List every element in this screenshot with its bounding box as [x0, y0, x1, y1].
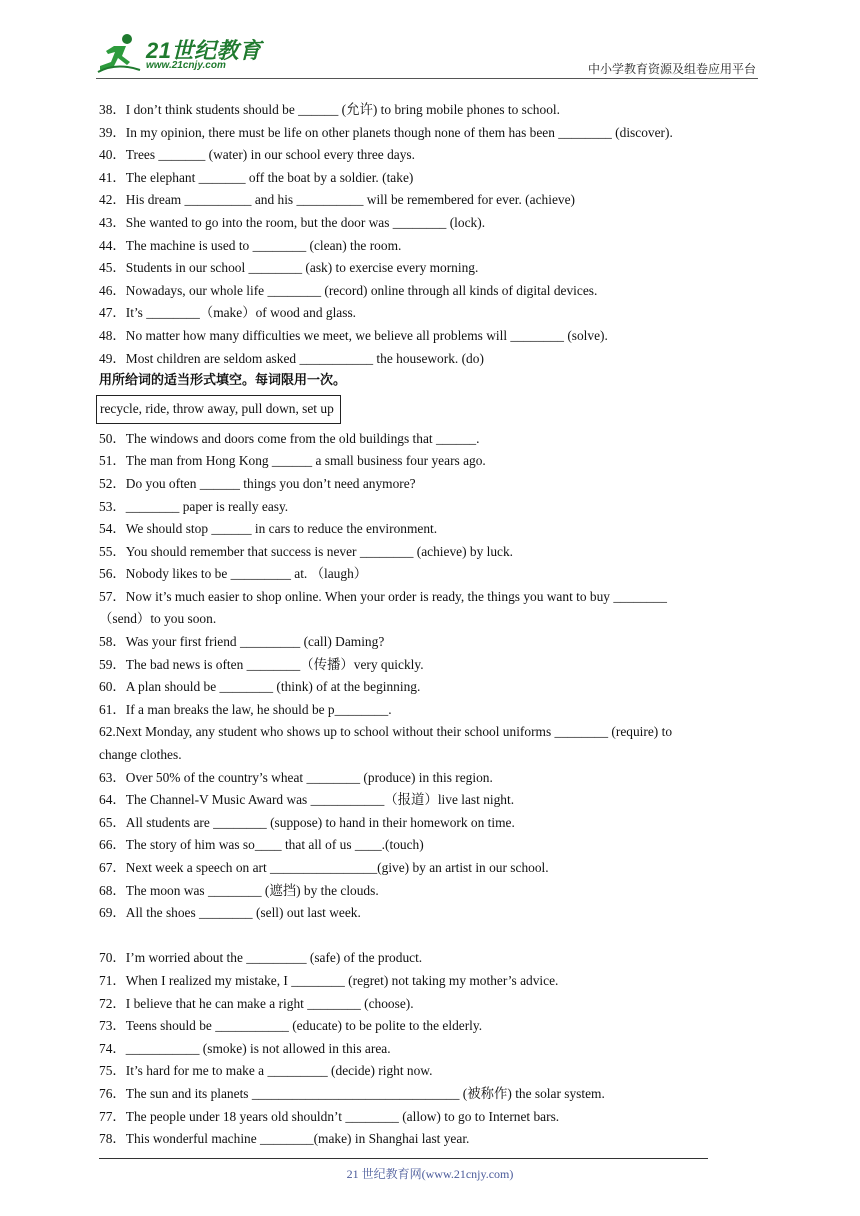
question-item: [99, 767, 769, 790]
question-item: [99, 541, 769, 564]
question-item: [99, 857, 769, 880]
question-number: 43．: [99, 214, 126, 230]
question-text: You should remember that success is never ________ (achieve) by luck.: [125, 543, 514, 559]
question-text: The people under 18 years old shouldn’t ________ (allow) to go to Internet bars.: [125, 1108, 560, 1124]
question-number: 44．: [99, 237, 126, 253]
question-number: 53．: [99, 498, 126, 514]
question-list-c: [99, 947, 769, 1150]
question-item: [99, 518, 769, 541]
question-number: 51．: [99, 453, 126, 469]
question-item: [99, 280, 769, 303]
question-item: [99, 1015, 769, 1038]
question-item: [99, 586, 769, 609]
question-text: No matter how many difficulties we meet, we believe all problems will ________ (solve).: [125, 327, 608, 343]
question-number: 70．: [99, 950, 126, 966]
question-item: [99, 563, 769, 586]
question-text: ________ paper is really easy.: [125, 498, 289, 514]
question-continuation: （send）to you soon.: [99, 611, 217, 627]
question-number: 47．: [99, 305, 126, 321]
question-continuation: change clothes.: [99, 747, 182, 763]
question-item: [99, 122, 769, 145]
question-item: [99, 1128, 769, 1151]
question-number: 39．: [99, 124, 126, 140]
question-number: 48．: [99, 327, 126, 343]
question-text: The sun and its planets _______________________________ (被称作) the solar system.: [125, 1085, 605, 1101]
question-text: The windows and doors come from the old buildings that ______.: [125, 430, 480, 446]
question-item: [99, 721, 769, 744]
question-item: [99, 212, 769, 235]
question-number: 52．: [99, 475, 126, 491]
question-number: 75．: [99, 1063, 126, 1079]
footer-source: 21 世纪教育网(www.21cnjy.com): [346, 1167, 514, 1181]
question-item: [99, 880, 769, 903]
question-number: 77．: [99, 1108, 126, 1124]
question-item: [99, 1083, 769, 1106]
question-number: 58．: [99, 634, 126, 650]
question-text: ___________ (smoke) is not allowed in this area.: [125, 1040, 391, 1056]
question-number: 68．: [99, 882, 126, 898]
question-number: 49．: [99, 350, 126, 366]
question-text: The machine is used to ________ (clean) the room.: [125, 237, 402, 253]
question-text: The bad news is often ________（传播）very quickly.: [125, 656, 424, 672]
question-item: [99, 496, 769, 519]
question-number: 73．: [99, 1018, 126, 1034]
question-item: [99, 789, 769, 812]
question-number: 78．: [99, 1131, 126, 1147]
question-text: Now it’s much easier to shop online. When your order is ready, the things you want to buy ________: [125, 588, 667, 604]
question-number: 54．: [99, 521, 126, 537]
runner-logo-icon: [96, 32, 144, 76]
question-number: 57．: [99, 588, 126, 604]
question-text: Students in our school ________ (ask) to exercise every morning.: [125, 260, 479, 276]
question-text: Most children are seldom asked ___________ the housework. (do): [125, 350, 484, 366]
question-item: [99, 257, 769, 280]
question-text: This wonderful machine ________(make) in Shanghai last year.: [125, 1131, 470, 1147]
question-item: [99, 834, 769, 857]
question-text: I’m worried about the _________ (safe) of the product.: [125, 950, 423, 966]
question-text: It’s hard for me to make a _________ (decide) right now.: [125, 1063, 433, 1079]
page-header: [96, 30, 758, 79]
question-text: His dream __________ and his __________ will be remembered for ever. (achieve): [125, 192, 575, 208]
question-text: In my opinion, there must be life on other planets though none of them has been ________ (discover).: [125, 124, 673, 140]
question-item: [99, 302, 769, 325]
question-item: [99, 167, 769, 190]
question-list-b: [99, 428, 769, 925]
question-number: 72．: [99, 995, 126, 1011]
question-text: Nowadays, our whole life ________ (record) online through all kinds of digital devices.: [125, 282, 598, 298]
question-number: 61．: [99, 701, 126, 717]
question-text: All students are ________ (suppose) to hand in their homework on time.: [125, 814, 515, 830]
logo-title: 21世纪教育: [146, 38, 262, 63]
question-text: She wanted to go into the room, but the door was ________ (lock).: [125, 214, 486, 230]
question-item: [99, 947, 769, 970]
question-item: [99, 1106, 769, 1129]
question-number: 56．: [99, 566, 126, 582]
question-item: [99, 1038, 769, 1061]
question-number: 46．: [99, 282, 126, 298]
question-number: 38．: [99, 102, 126, 117]
question-number: 63．: [99, 769, 126, 785]
question-number: 67．: [99, 860, 126, 875]
question-item: [99, 473, 769, 496]
question-number: 60．: [99, 679, 126, 695]
question-item: [99, 902, 769, 925]
question-number: 62.: [99, 724, 116, 740]
question-item: [99, 325, 769, 348]
spacer: [99, 925, 769, 948]
exercise-content: [99, 99, 769, 1151]
question-text: Was your first friend _________ (call) Daming?: [125, 634, 385, 650]
question-item: [99, 428, 769, 451]
question-text: It’s ________（make）of wood and glass.: [125, 305, 356, 321]
question-text: The elephant _______ off the boat by a soldier. (take): [125, 169, 414, 185]
question-item: [99, 631, 769, 654]
question-number: 40．: [99, 147, 126, 163]
question-item: [99, 993, 769, 1016]
question-text: A plan should be ________ (think) of at the beginning.: [125, 679, 421, 695]
question-number: 76．: [99, 1085, 126, 1101]
site-logo: [96, 32, 266, 76]
question-item: [99, 99, 769, 122]
question-text: If a man breaks the law, he should be p________.: [125, 701, 392, 717]
question-text: The man from Hong Kong ______ a small business four years ago.: [125, 453, 486, 469]
question-item: [99, 348, 769, 371]
question-item: [99, 699, 769, 722]
logo-url: www.21cnjy.com: [146, 60, 226, 71]
question-item: [99, 235, 769, 258]
question-text: When I realized my mistake, I ________ (regret) not taking my mother’s advice.: [125, 972, 559, 988]
question-number: 66．: [99, 837, 126, 853]
question-text: Teens should be ___________ (educate) to be polite to the elderly.: [125, 1018, 483, 1034]
question-text: Trees _______ (water) in our school every three days.: [125, 147, 415, 163]
question-text: Next Monday, any student who shows up to school without their school uniforms ________ (require) to: [115, 724, 673, 740]
question-number: 74．: [99, 1040, 126, 1056]
question-number: 65．: [99, 814, 126, 830]
question-text: Next week a speech on art ________________(give) by an artist in our school.: [125, 860, 549, 875]
question-text: The Channel-V Music Award was ___________（报道）live last night.: [125, 792, 515, 808]
question-number: 64．: [99, 792, 126, 808]
question-list-a: [99, 99, 769, 370]
question-number: 71．: [99, 972, 126, 988]
footer-divider: [99, 1158, 708, 1159]
question-item: [99, 676, 769, 699]
question-text: I don’t think students should be ______ (允许) to bring mobile phones to school.: [125, 102, 560, 117]
question-text: Nobody likes to be _________ at. （laugh）: [125, 566, 368, 582]
question-text: We should stop ______ in cars to reduce the environment.: [125, 521, 438, 537]
question-item: [99, 654, 769, 677]
question-number: 42．: [99, 192, 126, 208]
question-text: Over 50% of the country’s wheat ________ (produce) in this region.: [125, 769, 493, 785]
question-number: 50．: [99, 430, 126, 446]
question-text: I believe that he can make a right ________ (choose).: [125, 995, 414, 1011]
word-bank-box: recycle, ride, throw away, pull down, set up: [96, 395, 341, 424]
question-item: [99, 970, 769, 993]
question-text: The moon was ________ (遮挡) by the clouds.: [125, 882, 379, 898]
question-item: [99, 450, 769, 473]
header-platform-text: 中小学教育资源及组卷应用平台: [587, 62, 756, 76]
question-item: [99, 144, 769, 167]
question-text: All the shoes ________ (sell) out last week.: [125, 905, 361, 921]
question-item: [99, 812, 769, 835]
question-number: 69．: [99, 905, 126, 921]
question-number: 59．: [99, 656, 126, 672]
question-number: 55．: [99, 543, 126, 559]
question-text: Do you often ______ things you don’t need anymore?: [125, 475, 416, 491]
question-text: The story of him was so____ that all of us ____.(touch): [125, 837, 424, 853]
question-item: [99, 1060, 769, 1083]
question-number: 41．: [99, 169, 126, 185]
question-number: 45．: [99, 260, 126, 276]
question-item: [99, 189, 769, 212]
section-title: 用所给词的适当形式填空。每词限用一次。: [99, 373, 347, 389]
